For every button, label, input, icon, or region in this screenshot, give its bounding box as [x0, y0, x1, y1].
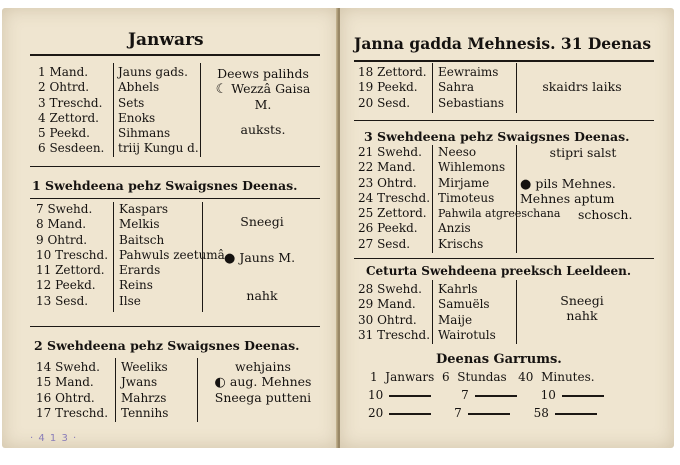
column-divider: [432, 145, 433, 253]
day-length-title: Deenas Garrums.: [436, 352, 562, 367]
section-rule: [30, 326, 320, 327]
name-column: Neeso Wihlemons Mirjame Timoteus Pahwila atgreeschana Anzis Krischs: [438, 145, 561, 251]
weather-note: Sneegi: [240, 214, 284, 229]
eclipse-note: Mehnes aptum: [520, 191, 615, 206]
week-title: 2 Swehdeena pehz Swaigsnes Deenas.: [34, 338, 300, 353]
day-length-row: 1 Janwars 6 Stundas 40 Minutes.: [370, 370, 595, 384]
day-column: 7 Swehd. 8 Mand. 9 Ohtrd. 10 Treschd. 11 Zettord. 12 Peekd. 13 Sesd.: [36, 202, 109, 308]
week-title: Ceturta Swehdeena preeksch Leeldeen.: [366, 264, 632, 278]
name-column: Kaspars Melkis Baitsch Pahwuls zeetumâ Erards Reins Ilse: [119, 202, 225, 308]
column-divider: [516, 280, 517, 344]
name-column: Kahrls Samuëls Maije Wairotuls: [438, 282, 496, 342]
first-quarter-moon-icon: ◐: [214, 375, 226, 390]
week-title: 3 Swehdeena pehz Swaigsnes Deenas.: [364, 129, 630, 144]
day-length-row: 10 7 10: [368, 386, 610, 404]
weather-note: Deews palihds ☾ Wezzâ Gaisa M. auksts.: [215, 66, 311, 137]
section-rule: [30, 166, 320, 167]
name-column: Weeliks Jwans Mahrzs Tennihs: [121, 360, 169, 420]
weather-note: Sneegi nahk: [560, 293, 604, 323]
column-divider: [113, 63, 114, 157]
name-column: Jauns gads. Abhels Sets Enoks Sihmans triij Kungu d.: [118, 65, 199, 156]
column-divider: [516, 145, 517, 253]
section-rule: [30, 198, 320, 199]
weather-note: stipri salst: [549, 145, 617, 160]
column-divider: [197, 358, 198, 422]
day-column: 14 Swehd. 15 Mand. 16 Ohtrd. 17 Treschd.: [36, 360, 109, 420]
eclipse-note: schosch.: [578, 207, 633, 222]
name-column: Eewraims Sahra Sebastians: [438, 65, 505, 110]
header-rule: [354, 60, 654, 62]
section-rule: [354, 258, 654, 259]
weather-note: nahk: [246, 288, 278, 303]
weather-note: wehjains ◐ aug. Mehnes Sneega putteni: [214, 359, 312, 405]
column-divider: [432, 280, 433, 344]
week-title: 1 Swehdeena pehz Swaigsnes Deenas.: [32, 178, 298, 193]
moon-phase-note: ● pils Mehnes.: [520, 176, 616, 192]
day-column: 1 Mand. 2 Ohtrd. 3 Treschd. 4 Zettord. 5 Peekd. 6 Sesdeen.: [38, 65, 105, 156]
last-quarter-moon-icon: ☾: [215, 82, 228, 97]
left-page: [2, 8, 338, 448]
column-divider: [113, 202, 114, 312]
column-divider: [200, 63, 201, 157]
day-length-row: 20 7 58: [368, 404, 603, 422]
month-header-right: Janna gadda Mehnesis. 31 Deenas: [354, 34, 652, 53]
day-column: 28 Swehd. 29 Mand. 30 Ohtrd. 31 Treschd.: [358, 282, 431, 342]
new-moon-icon: ●: [224, 251, 236, 266]
month-header-left: Janwars: [128, 30, 204, 50]
day-column: 21 Swehd. 22 Mand. 23 Ohtrd. 24 Treschd. 25 Zettord. 26 Peekd. 27 Sesd.: [358, 145, 431, 251]
right-page: [340, 8, 674, 448]
moon-phase-note: ● Jauns M.: [224, 250, 296, 266]
library-stamp: · 4 1 3 ·: [30, 433, 78, 444]
full-moon-icon: ●: [520, 177, 532, 192]
column-divider: [516, 63, 517, 113]
column-divider: [202, 202, 203, 312]
day-column: 18 Zettord. 19 Peekd. 20 Sesd.: [358, 65, 427, 110]
column-divider: [115, 358, 116, 422]
section-rule: [354, 120, 654, 121]
column-divider: [432, 63, 433, 113]
weather-note: skaidrs laiks: [542, 79, 622, 94]
header-rule: [30, 54, 320, 56]
